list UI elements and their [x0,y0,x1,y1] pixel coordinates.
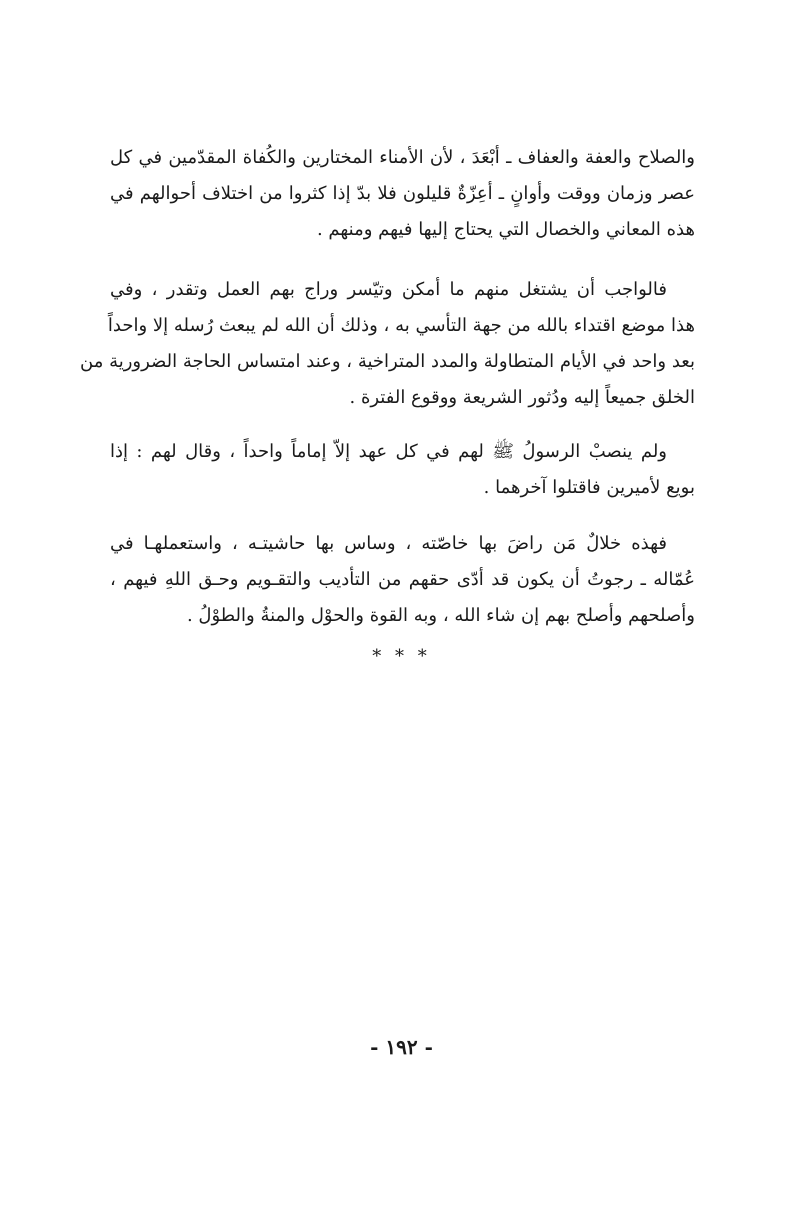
paragraph-1-line-2: عصر وزمان ووقت وأوانٍ ـ أعِزّةٌ قليلون فلا بدّ إذا كثروا من اختلاف أحوالهم في [110,183,695,204]
section-separator: * * * [372,646,431,667]
paragraph-3-line-2: بويع لأميرين فاقتلوا آخرهما . [483,477,695,498]
paragraph-1-line-3: هذه المعاني والخصال التي يحتاج إليها فيهم ومنهم . [316,219,695,240]
paragraph-1 [110,140,695,248]
paragraph-4 [110,526,695,634]
paragraph-2-line-3: بعد واحد في الأيام المتطاولة والمدد المتراخية ، وعند امتساس الحاجة الضرورية من [80,351,695,372]
paragraph-2-line-1: فالواجب أن يشتغل منهم ما أمكن وتيّسر وراج بهم العمل وتقدر ، وفي [110,279,667,300]
paragraph-3-line-1: ولم ينصبْ الرسولُ ﷺ لهم في كل عهد إلاّ إماماً واحداً ، وقال لهم : إذا [110,441,667,462]
paragraph-2-line-4: الخلق جميعاً إليه ودُثور الشريعة ووقوع الفترة . [349,387,695,408]
page-number: - ١٩٢ - [370,1035,433,1059]
paragraph-4-line-2: عُمّاله ـ رجوتُ أن يكون قد أدّى حقهم من التأديب والتقـويم وحـق اللهِ فيهم ، [110,569,695,590]
paragraph-3 [110,434,695,506]
paragraph-1-line-1: والصلاح والعفة والعفاف ـ أبْعَدَ ، لأن الأمناء المختارين والكُفاة المقدّمين في كل [110,147,695,168]
paragraph-2 [80,272,695,416]
paragraph-2-line-2: هذا موضع اقتداء بالله من جهة التأسي به ، وذلك أن الله لم يبعث رُسله إلا واحداً [107,315,695,336]
paragraph-4-line-1: فهذه خلالٌ مَن راضَ بها خاصّته ، وساس بها حاشيتـه ، واستعملهـا في [110,533,667,554]
paragraph-4-line-3: وأصلحهم وأصلح بهم إن شاء الله ، وبه القوة والحوْل والمنةُ والطوْلُ . [186,605,695,626]
